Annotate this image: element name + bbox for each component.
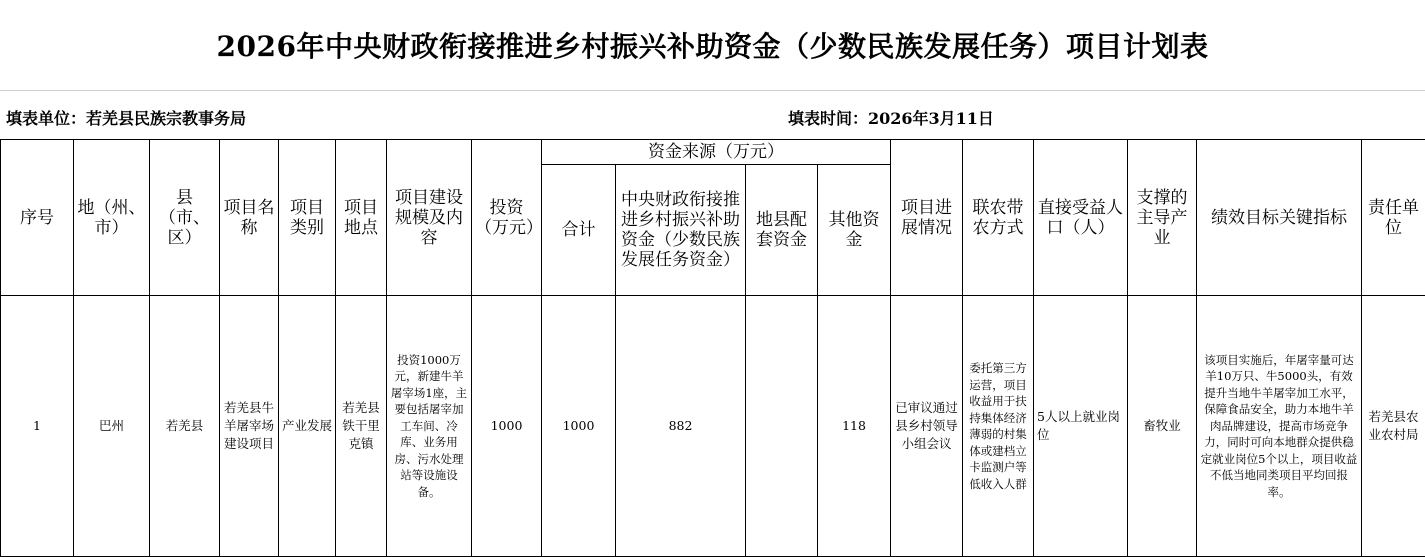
cell-seq: 1: [1, 296, 74, 557]
cell-project-type: 产业发展: [279, 296, 336, 557]
header-beneficiaries: 直接受益人口（人）: [1034, 140, 1128, 296]
fill-unit: 填表单位：若羌县民族宗教事务局: [6, 109, 247, 128]
header-seq: 序号: [1, 140, 74, 296]
cell-farmer-link: 委托第三方运营，项目收益用于扶持集体经济薄弱的村集体或建档立卡监测户等低收入人群: [963, 296, 1034, 557]
header-prefecture: 地（州、市）: [74, 140, 150, 296]
header-project-name: 项目名称: [220, 140, 279, 296]
header-funding-source: 资金来源（万元）: [542, 140, 891, 165]
cell-prefecture: 巴州: [74, 296, 150, 557]
project-table: [0, 139, 1425, 557]
cell-beneficiaries: 5人以上就业岗位: [1034, 296, 1128, 557]
cell-central-fund: 882: [616, 296, 746, 557]
header-project-type: 项目类别: [279, 140, 336, 296]
header-local-fund: 地县配套资金: [746, 165, 818, 296]
header-scale: 项目建设规模及内容: [387, 140, 472, 296]
header-other-fund: 其他资金: [818, 165, 891, 296]
meta-row: [0, 90, 1425, 140]
fill-time: 填表时间：2026年3月11日: [788, 109, 994, 128]
header-progress: 项目进展情况: [891, 140, 963, 296]
cell-industry: 畜牧业: [1128, 296, 1197, 557]
header-performance: 绩效目标关键指标: [1197, 140, 1362, 296]
header-row-1: [1, 140, 1425, 165]
page-title: 2026年中央财政衔接推进乡村振兴补助资金（少数民族发展任务）项目计划表: [216, 30, 1209, 63]
cell-local-fund: [746, 296, 818, 557]
cell-scale: 投资1000万元，新建牛羊屠宰场1座，主要包括屠宰加工车间、冷库、业务用房、污水处理站等设施设备。: [387, 296, 472, 557]
cell-responsible: 若羌县农业农村局: [1362, 296, 1425, 557]
cell-investment: 1000: [472, 296, 542, 557]
header-county: 县（市、区）: [150, 140, 220, 296]
header-project-site: 项目地点: [336, 140, 387, 296]
header-industry: 支撑的主导产业: [1128, 140, 1197, 296]
cell-project-name: 若羌县牛羊屠宰场建设项目: [220, 296, 279, 557]
cell-county: 若羌县: [150, 296, 220, 557]
cell-project-site: 若羌县铁干里克镇: [336, 296, 387, 557]
cell-performance: 该项目实施后，年屠宰量可达羊10万只、牛5000头，有效提升当地牛羊屠宰加工水平，保障食品安全，助力本地牛羊肉品牌建设，提高市场竞争力，同时可向本地群众提供稳定就业岗位5个以上，项目收益不低当地同类项目平均回报率。: [1197, 296, 1362, 557]
header-investment: 投资（万元）: [472, 140, 542, 296]
cell-total: 1000: [542, 296, 616, 557]
cell-progress: 已审议通过县乡村领导小组会议: [891, 296, 963, 557]
header-central-fund: 中央财政衔接推进乡村振兴补助资金（少数民族发展任务资金）: [616, 165, 746, 296]
header-responsible: 责任单位: [1362, 140, 1425, 296]
title-row: [0, 0, 1425, 91]
table-row: [1, 296, 1425, 557]
header-total: 合计: [542, 165, 616, 296]
cell-other-fund: 118: [818, 296, 891, 557]
header-farmer-link: 联农带农方式: [963, 140, 1034, 296]
